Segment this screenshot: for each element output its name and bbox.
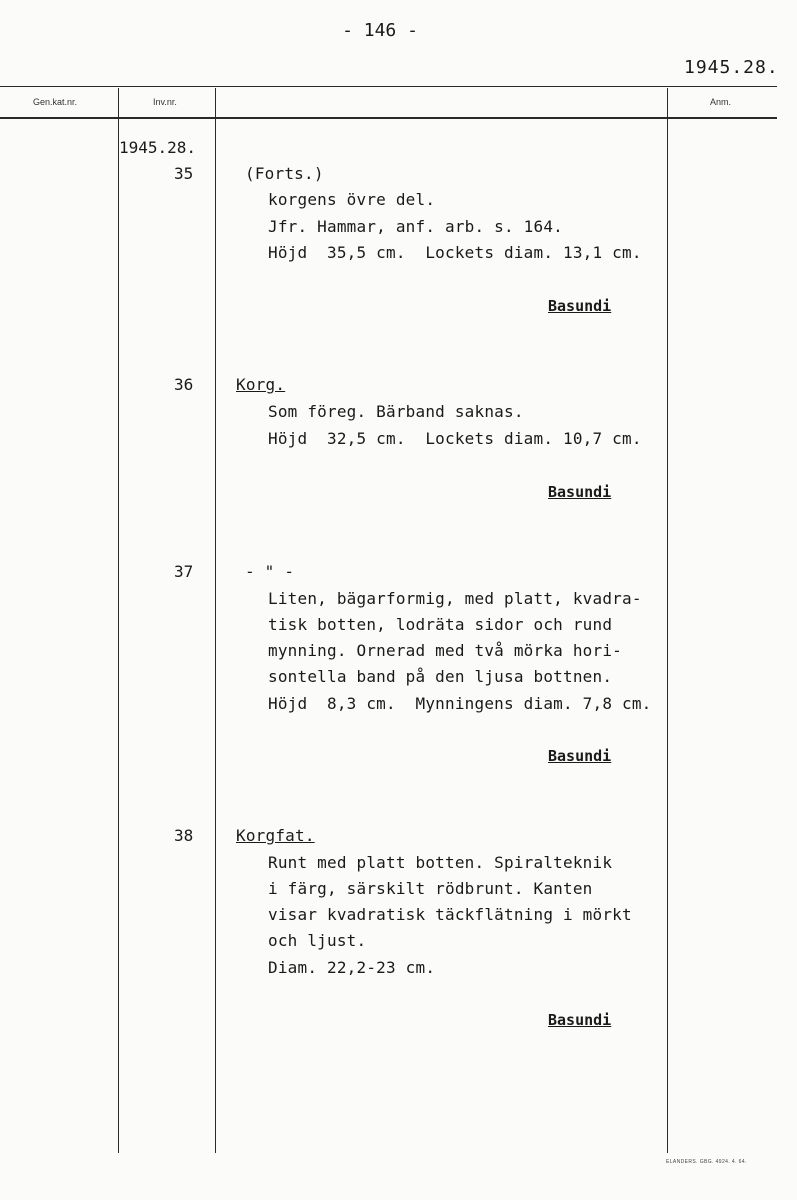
column-divider-2 bbox=[215, 88, 216, 1153]
entry-line: visar kvadratisk täckflätning i mörkt bbox=[268, 905, 632, 924]
entry-line: Diam. 22,2-23 cm. bbox=[268, 958, 436, 977]
column-divider-1 bbox=[118, 88, 119, 1153]
column-divider-3 bbox=[667, 88, 668, 1153]
entry-signature: Basundi bbox=[548, 1011, 612, 1029]
inv-prefix: 1945.28. bbox=[119, 138, 197, 157]
page-number: - 146 - bbox=[342, 20, 418, 41]
column-header-anm: Anm. bbox=[710, 97, 732, 107]
entry-line: i färg, särskilt rödbrunt. Kanten bbox=[268, 879, 593, 898]
column-header-gen-kat-nr: Gen.kat.nr. bbox=[33, 97, 78, 107]
entry-signature: Basundi bbox=[548, 483, 612, 501]
entry-line: Höjd 32,5 cm. Lockets diam. 10,7 cm. bbox=[268, 429, 642, 448]
entry-signature: Basundi bbox=[548, 297, 612, 315]
entry-number: 38 bbox=[174, 826, 194, 845]
entry-line: mynning. Ornerad med två mörka hori- bbox=[268, 641, 622, 660]
entry-signature: Basundi bbox=[548, 747, 612, 765]
entry-line: Som föreg. Bärband saknas. bbox=[268, 402, 524, 421]
entry-line: korgens övre del. bbox=[268, 190, 436, 209]
entry-number: 35 bbox=[174, 164, 194, 183]
catalog-number: 1945.28. bbox=[684, 57, 779, 78]
entry-line: Höjd 35,5 cm. Lockets diam. 13,1 cm. bbox=[268, 243, 642, 262]
header-top-rule bbox=[0, 86, 777, 87]
entry-number: 37 bbox=[174, 562, 194, 581]
entry-line: tisk botten, lodräta sidor och rund bbox=[268, 615, 613, 634]
entry-heading: - " - bbox=[245, 562, 295, 581]
entry-line: Höjd 8,3 cm. Mynningens diam. 7,8 cm. bbox=[268, 694, 652, 713]
entry-number: 36 bbox=[174, 375, 194, 394]
column-header-inv-nr: Inv.nr. bbox=[153, 97, 177, 107]
entry-heading: Korgfat. bbox=[236, 826, 315, 845]
entry-line: Jfr. Hammar, anf. arb. s. 164. bbox=[268, 217, 563, 236]
entry-heading: (Forts.) bbox=[245, 164, 324, 183]
header-bottom-rule bbox=[0, 117, 777, 119]
printer-imprint: ELANDERS. GBG. 4924. 4. 64. bbox=[666, 1159, 747, 1165]
entry-line: Runt med platt botten. Spiralteknik bbox=[268, 853, 613, 872]
entry-heading: Korg. bbox=[236, 375, 286, 394]
entry-line: sontella band på den ljusa bottnen. bbox=[268, 667, 613, 686]
entry-line: Liten, bägarformig, med platt, kvadra- bbox=[268, 589, 642, 608]
entry-line: och ljust. bbox=[268, 931, 367, 950]
